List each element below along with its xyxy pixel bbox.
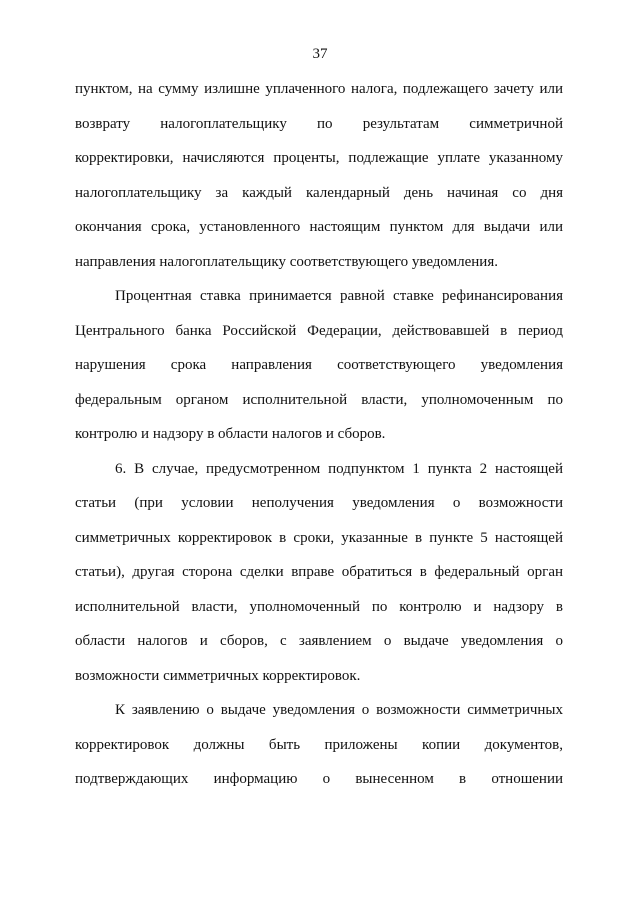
text-line: нарушения срока направления соответствующего уведомления: [75, 357, 563, 373]
text-line: Центрального банка Российской Федерации, действовавшей в период: [75, 322, 563, 339]
text-line: окончания срока, установленного настоящим пунктом для выдачи или: [75, 219, 563, 235]
text-line: симметричных корректировок в сроки, указанные в пункте 5 настоящей: [75, 529, 563, 546]
text-line: Процентная ставка принимается равной ставке рефинансирования: [115, 288, 563, 304]
text-line: статьи (при условии неполучения уведомления о возможности: [75, 495, 563, 511]
text-line: 6. В случае, предусмотренном подпунктом 1 пункта 2 настоящей: [115, 460, 563, 477]
text-line: пунктом, на сумму излишне уплаченного налога, подлежащего зачету или: [75, 81, 563, 97]
paragraph-4: [75, 693, 563, 797]
text-line: исполнительной власти, уполномоченный по контролю и надзору в: [75, 598, 563, 615]
text-line: области налогов и сборов, с заявлением о выдаче уведомления о: [75, 633, 563, 649]
text-line: К заявлению о выдаче уведомления о возможности симметричных: [115, 702, 563, 718]
paragraph-1: [75, 72, 563, 279]
text-line: возврату налогоплательщику по результатам симметричной: [75, 115, 563, 132]
page-number: 37: [312, 46, 328, 62]
text-line: статьи), другая сторона сделки вправе обратиться в федеральный орган: [75, 564, 563, 580]
text-line: корректировки, начисляются проценты, подлежащие уплате указанному: [75, 150, 563, 166]
text-line: направления налогоплательщику соответствующего уведомления.: [75, 253, 498, 270]
paragraph-3: [75, 452, 563, 694]
document-body: [75, 72, 563, 797]
text-line: корректировок должны быть приложены копии документов,: [75, 736, 563, 753]
text-line: федеральным органом исполнительной власти, уполномоченным по: [75, 391, 563, 408]
text-line: возможности симметричных корректировок.: [75, 667, 361, 684]
paragraph-2: [75, 279, 563, 452]
text-line: подтверждающих информацию о вынесенном в отношении: [75, 771, 563, 787]
text-line: контролю и надзору в области налогов и сборов.: [75, 426, 386, 442]
text-line: налогоплательщику за каждый календарный день начиная со дня: [75, 184, 563, 201]
